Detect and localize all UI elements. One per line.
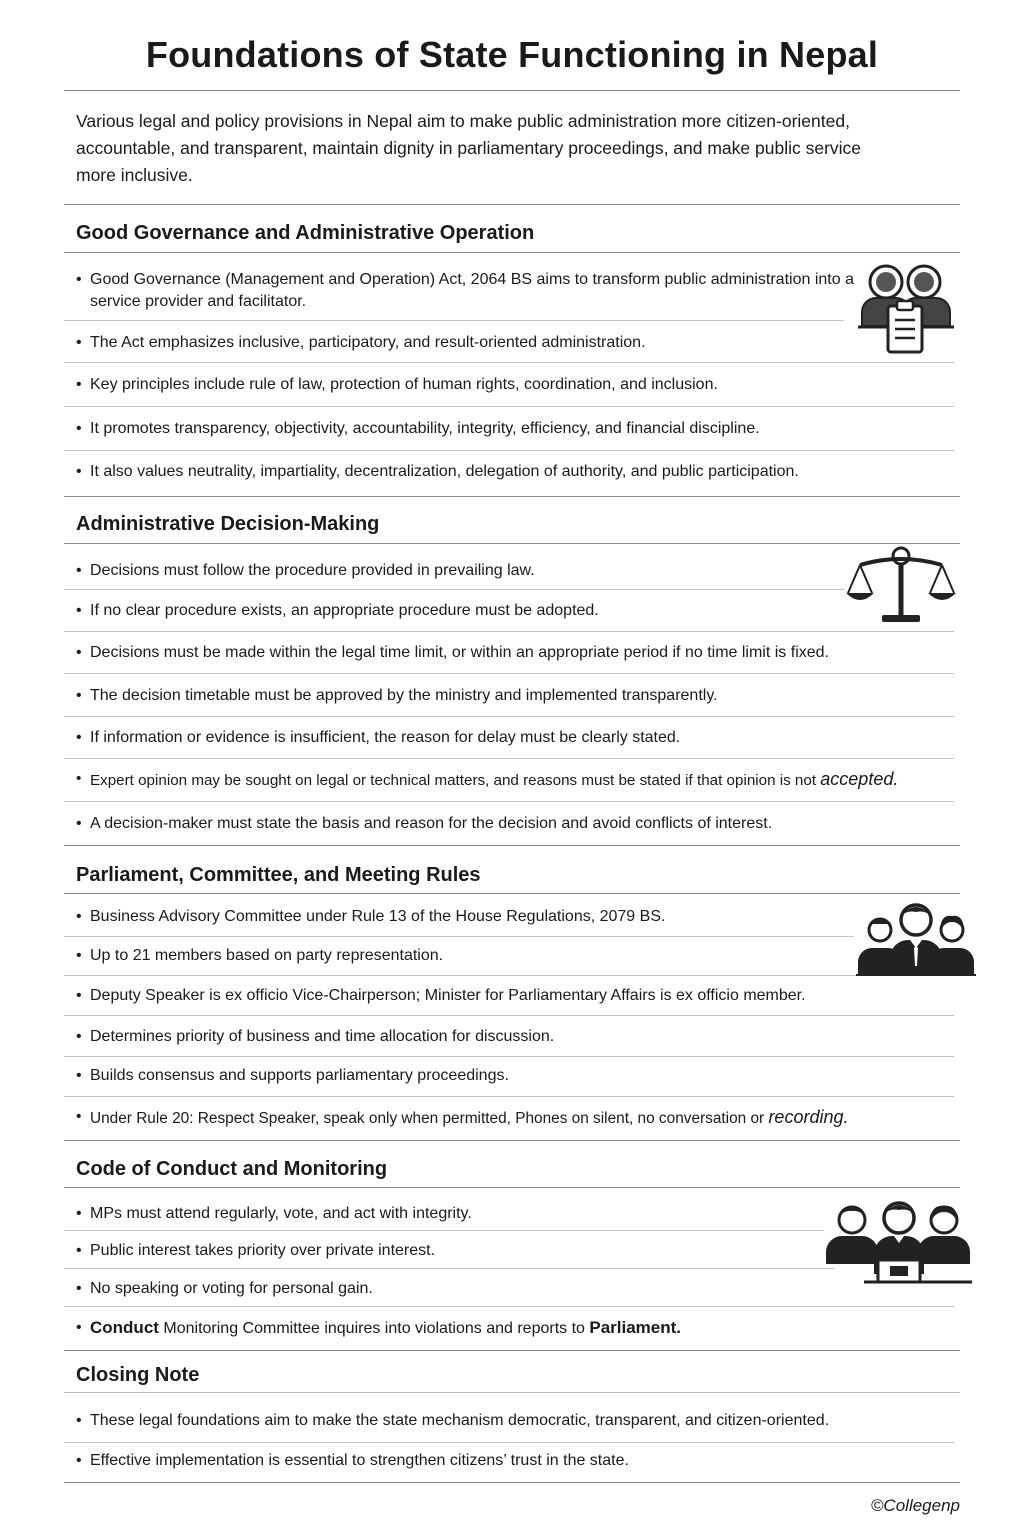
item-divider	[64, 673, 954, 674]
title-divider	[64, 90, 960, 91]
item-divider	[64, 589, 844, 590]
list-item: • No speaking or voting for personal gain.	[76, 1278, 816, 1300]
section-divider	[64, 543, 960, 544]
list-item: • If no clear procedure exists, an appropriate procedure must be adopted.	[76, 600, 836, 622]
section-divider	[64, 496, 960, 497]
item-divider	[64, 320, 844, 321]
list-item: • MPs must attend regularly, vote, and act with integrity.	[76, 1203, 816, 1225]
list-item: • If information or evidence is insufficient, the reason for delay must be clearly stated.	[76, 727, 956, 749]
emphasis-word: Parliament.	[589, 1318, 682, 1337]
committee-group-icon	[856, 898, 976, 978]
item-divider	[64, 1015, 954, 1016]
list-item: • Decisions must be made within the legal time limit, or within an appropriate period if no time limit is fixed.	[76, 642, 956, 664]
section-divider	[64, 1187, 960, 1188]
list-item: • Deputy Speaker is ex officio Vice-Chairperson; Minister for Parliamentary Affairs is ex officio member.	[76, 985, 956, 1007]
list-item	[76, 1317, 956, 1340]
list-item: • Up to 21 members based on party representation.	[76, 945, 856, 967]
item-divider	[64, 975, 954, 976]
emphasis-word: recording.	[768, 1107, 849, 1127]
page-title: Foundations of State Functioning in Nepal	[145, 34, 879, 75]
list-item	[76, 1106, 966, 1130]
list-item: • Effective implementation is essential to strengthen citizens’ trust in the state.	[76, 1450, 956, 1472]
section-divider	[64, 1140, 960, 1141]
list-item: • It also values neutrality, impartiality, decentralization, delegation of authority, and public participation.	[76, 461, 956, 483]
item-divider	[64, 716, 954, 717]
list-item: • Builds consensus and supports parliamentary proceedings.	[76, 1065, 956, 1087]
item-divider	[64, 801, 954, 802]
item-divider	[64, 1442, 954, 1443]
scales-icon	[846, 543, 956, 627]
section-title-decision-making: Administrative Decision-Making	[76, 513, 380, 535]
item-divider	[64, 1268, 834, 1269]
section-title-closing-note: Closing Note	[76, 1364, 200, 1386]
item-divider	[64, 1306, 954, 1307]
list-item: • A decision-maker must state the basis and reason for the decision and avoid conflicts of interest.	[76, 813, 956, 835]
item-divider	[64, 362, 954, 363]
list-item: • Business Advisory Committee under Rule 13 of the House Regulations, 2079 BS.	[76, 906, 856, 928]
monitoring-group-icon	[826, 1194, 972, 1290]
list-item-text: Under Rule 20: Respect Speaker, speak only when permitted, Phones on silent, no conversation or	[90, 1110, 769, 1127]
item-divider	[64, 406, 954, 407]
list-item: • Key principles include rule of law, protection of human rights, coordination, and inclusion.	[76, 374, 956, 396]
list-item-text: Expert opinion may be sought on legal or technical matters, and reasons must be stated if that opinion is not	[90, 772, 821, 789]
item-divider	[64, 936, 854, 937]
section-divider	[64, 893, 960, 894]
emphasis-word: Conduct	[90, 1318, 159, 1337]
section-divider	[64, 1392, 960, 1393]
list-item: • It promotes transparency, objectivity, accountability, integrity, efficiency, and financial discipline.	[76, 418, 956, 440]
section-divider	[64, 252, 960, 253]
list-item	[76, 768, 966, 792]
list-item: • Decisions must follow the procedure provided in prevailing law.	[76, 560, 836, 582]
list-item: • Good Governance (Management and Operation) Act, 2064 BS aims to transform public administration into a service provider and facilitator.	[76, 269, 856, 313]
list-item: • Determines priority of business and time allocation for discussion.	[76, 1026, 956, 1048]
item-divider	[64, 1230, 824, 1231]
section-divider	[64, 1482, 960, 1483]
copyright-text: ©Collegenp	[870, 1496, 960, 1515]
people-clipboard-icon	[858, 262, 954, 356]
emphasis-word: accepted.	[820, 769, 899, 789]
item-divider	[64, 450, 954, 451]
section-title-good-governance: Good Governance and Administrative Operation	[76, 222, 535, 244]
section-title-parliament-rules: Parliament, Committee, and Meeting Rules	[76, 864, 481, 886]
section-title-code-of-conduct: Code of Conduct and Monitoring	[76, 1158, 388, 1180]
item-divider	[64, 1096, 954, 1097]
intro-paragraph: Various legal and policy provisions in Nepal aim to make public administration more citizen-oriented, accountable, and transparent, maintain dignity in parliamentary proceedings, and make public service more inclusive.	[76, 111, 862, 185]
item-divider	[64, 631, 954, 632]
section-divider	[64, 845, 960, 846]
list-item: • Public interest takes priority over private interest.	[76, 1240, 816, 1262]
list-item-text: Monitoring Committee inquires into violations and reports to	[158, 1320, 590, 1337]
section-divider	[64, 1350, 960, 1351]
intro-divider	[64, 204, 960, 205]
list-item: • These legal foundations aim to make the state mechanism democratic, transparent, and citizen-oriented.	[76, 1410, 956, 1432]
document-page	[64, 0, 960, 1536]
list-item: • The decision timetable must be approved by the ministry and implemented transparently.	[76, 685, 956, 707]
list-item: • The Act emphasizes inclusive, participatory, and result-oriented administration.	[76, 332, 856, 354]
item-divider	[64, 1056, 954, 1057]
item-divider	[64, 758, 954, 759]
